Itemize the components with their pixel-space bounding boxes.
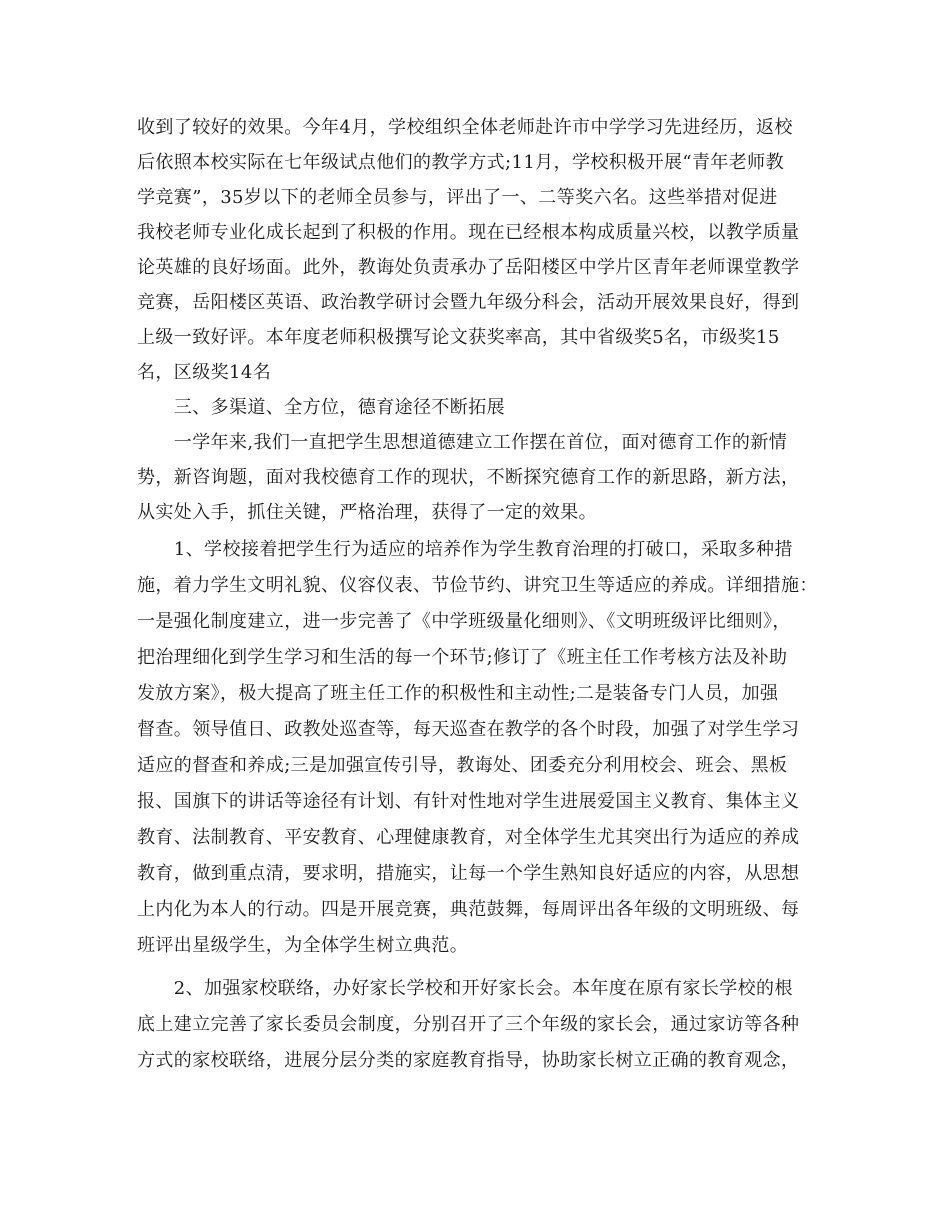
text-line: 1、学校接着把学生行为适应的培养作为学生教育治理的打破口，采取多种措 <box>137 539 793 560</box>
text-line: 后依照本校实际在七年级试点他们的教学方式;11月，学校积极开展“青年老师教 <box>137 152 784 173</box>
text-line: 发放方案》，极大提高了班主任工作的积极性和主动性;二是装备专门人员，加强 <box>137 683 779 704</box>
text-line: 报、国旗下的讲话等途径有计划、有针对性地对学生进展爱国主义教育、集体主义 <box>137 791 800 812</box>
text-line: 底上建立完善了家长委员会制度，分别召开了三个年级的家长会，通过家访等各种 <box>137 1014 800 1035</box>
text-line: 我校老师专业化成长起到了积极的作用。现在已经根本构成质量兴校，以教学质量 <box>137 222 800 243</box>
text-line: 教育，做到重点清，要求明，措施实，让每一个学生熟知良好适应的内容，从思想 <box>137 863 800 884</box>
text-line: 从实处入手，抓住关键，严格治理，获得了一定的效果。 <box>137 502 597 523</box>
text-line: 适应的督查和养成;三是加强宣传引导，教诲处、团委充分利用校会、班会、黑板 <box>137 755 788 776</box>
text-line: 收到了较好的效果。今年4月，学校组织全体老师赴许市中学学习先进经历，返校 <box>137 117 793 138</box>
text-line: 势，新咨询题，面对我校德育工作的现状，不断探究德育工作的新思路，新方法， <box>137 467 800 488</box>
text-line: 督查。领导值日、政教处巡查等，每天巡查在教学的各个时段，加强了对学生学习 <box>137 719 800 740</box>
text-line: 上内化为本人的行动。四是开展竞赛，典范鼓舞，每周评出各年级的文明班级、每 <box>137 899 800 920</box>
text-line: 2、加强家校联络，办好家长学校和开好家长会。本年度在原有家长学校的根 <box>137 978 793 999</box>
section-heading: 三、多渠道、全方位，德育途径不断拓展 <box>137 397 505 418</box>
text-line: 一是强化制度建立，进一步完善了《中学班级量化细则》、《文明班级评比细则》， <box>137 611 791 632</box>
text-line: 班评出星级学生，为全体学生树立典范。 <box>137 935 469 956</box>
text-line: 把治理细化到学生学习和生活的每一个环节;修订了《班主任工作考核方法及补助 <box>137 647 788 668</box>
text-line: 一学年来,我们一直把学生思想道德建立工作摆在首位，面对德育工作的新情 <box>137 432 788 453</box>
text-line: 上级一致好评。本年度老师积极撰写论文获奖率高，其中省级奖5名，市级奖15 <box>137 327 780 348</box>
text-line: 名，区级奖14名 <box>137 362 272 383</box>
text-line: 方式的家校联络，进展分层分类的家庭教育指导，协助家长树立正确的教育观念， <box>137 1050 800 1071</box>
text-line: 学竞赛”，35岁以下的老师全员参与，评出了一、二等奖六名。这些举措对促进 <box>137 187 778 208</box>
text-line: 竞赛，岳阳楼区英语、政治教学研讨会暨九年级分科会，活动开展效果良好，得到 <box>137 292 800 313</box>
text-line: 论英雄的良好场面。此外，教诲处负责承办了岳阳楼区中学片区青年老师课堂教学 <box>137 257 800 278</box>
text-line: 施，着力学生文明礼貌、仪容仪表、节俭节约、讲究卫生等适应的养成。详细措施： <box>137 575 818 596</box>
text-line: 教育、法制教育、平安教育、心理健康教育，对全体学生尤其突出行为适应的养成 <box>137 827 800 848</box>
